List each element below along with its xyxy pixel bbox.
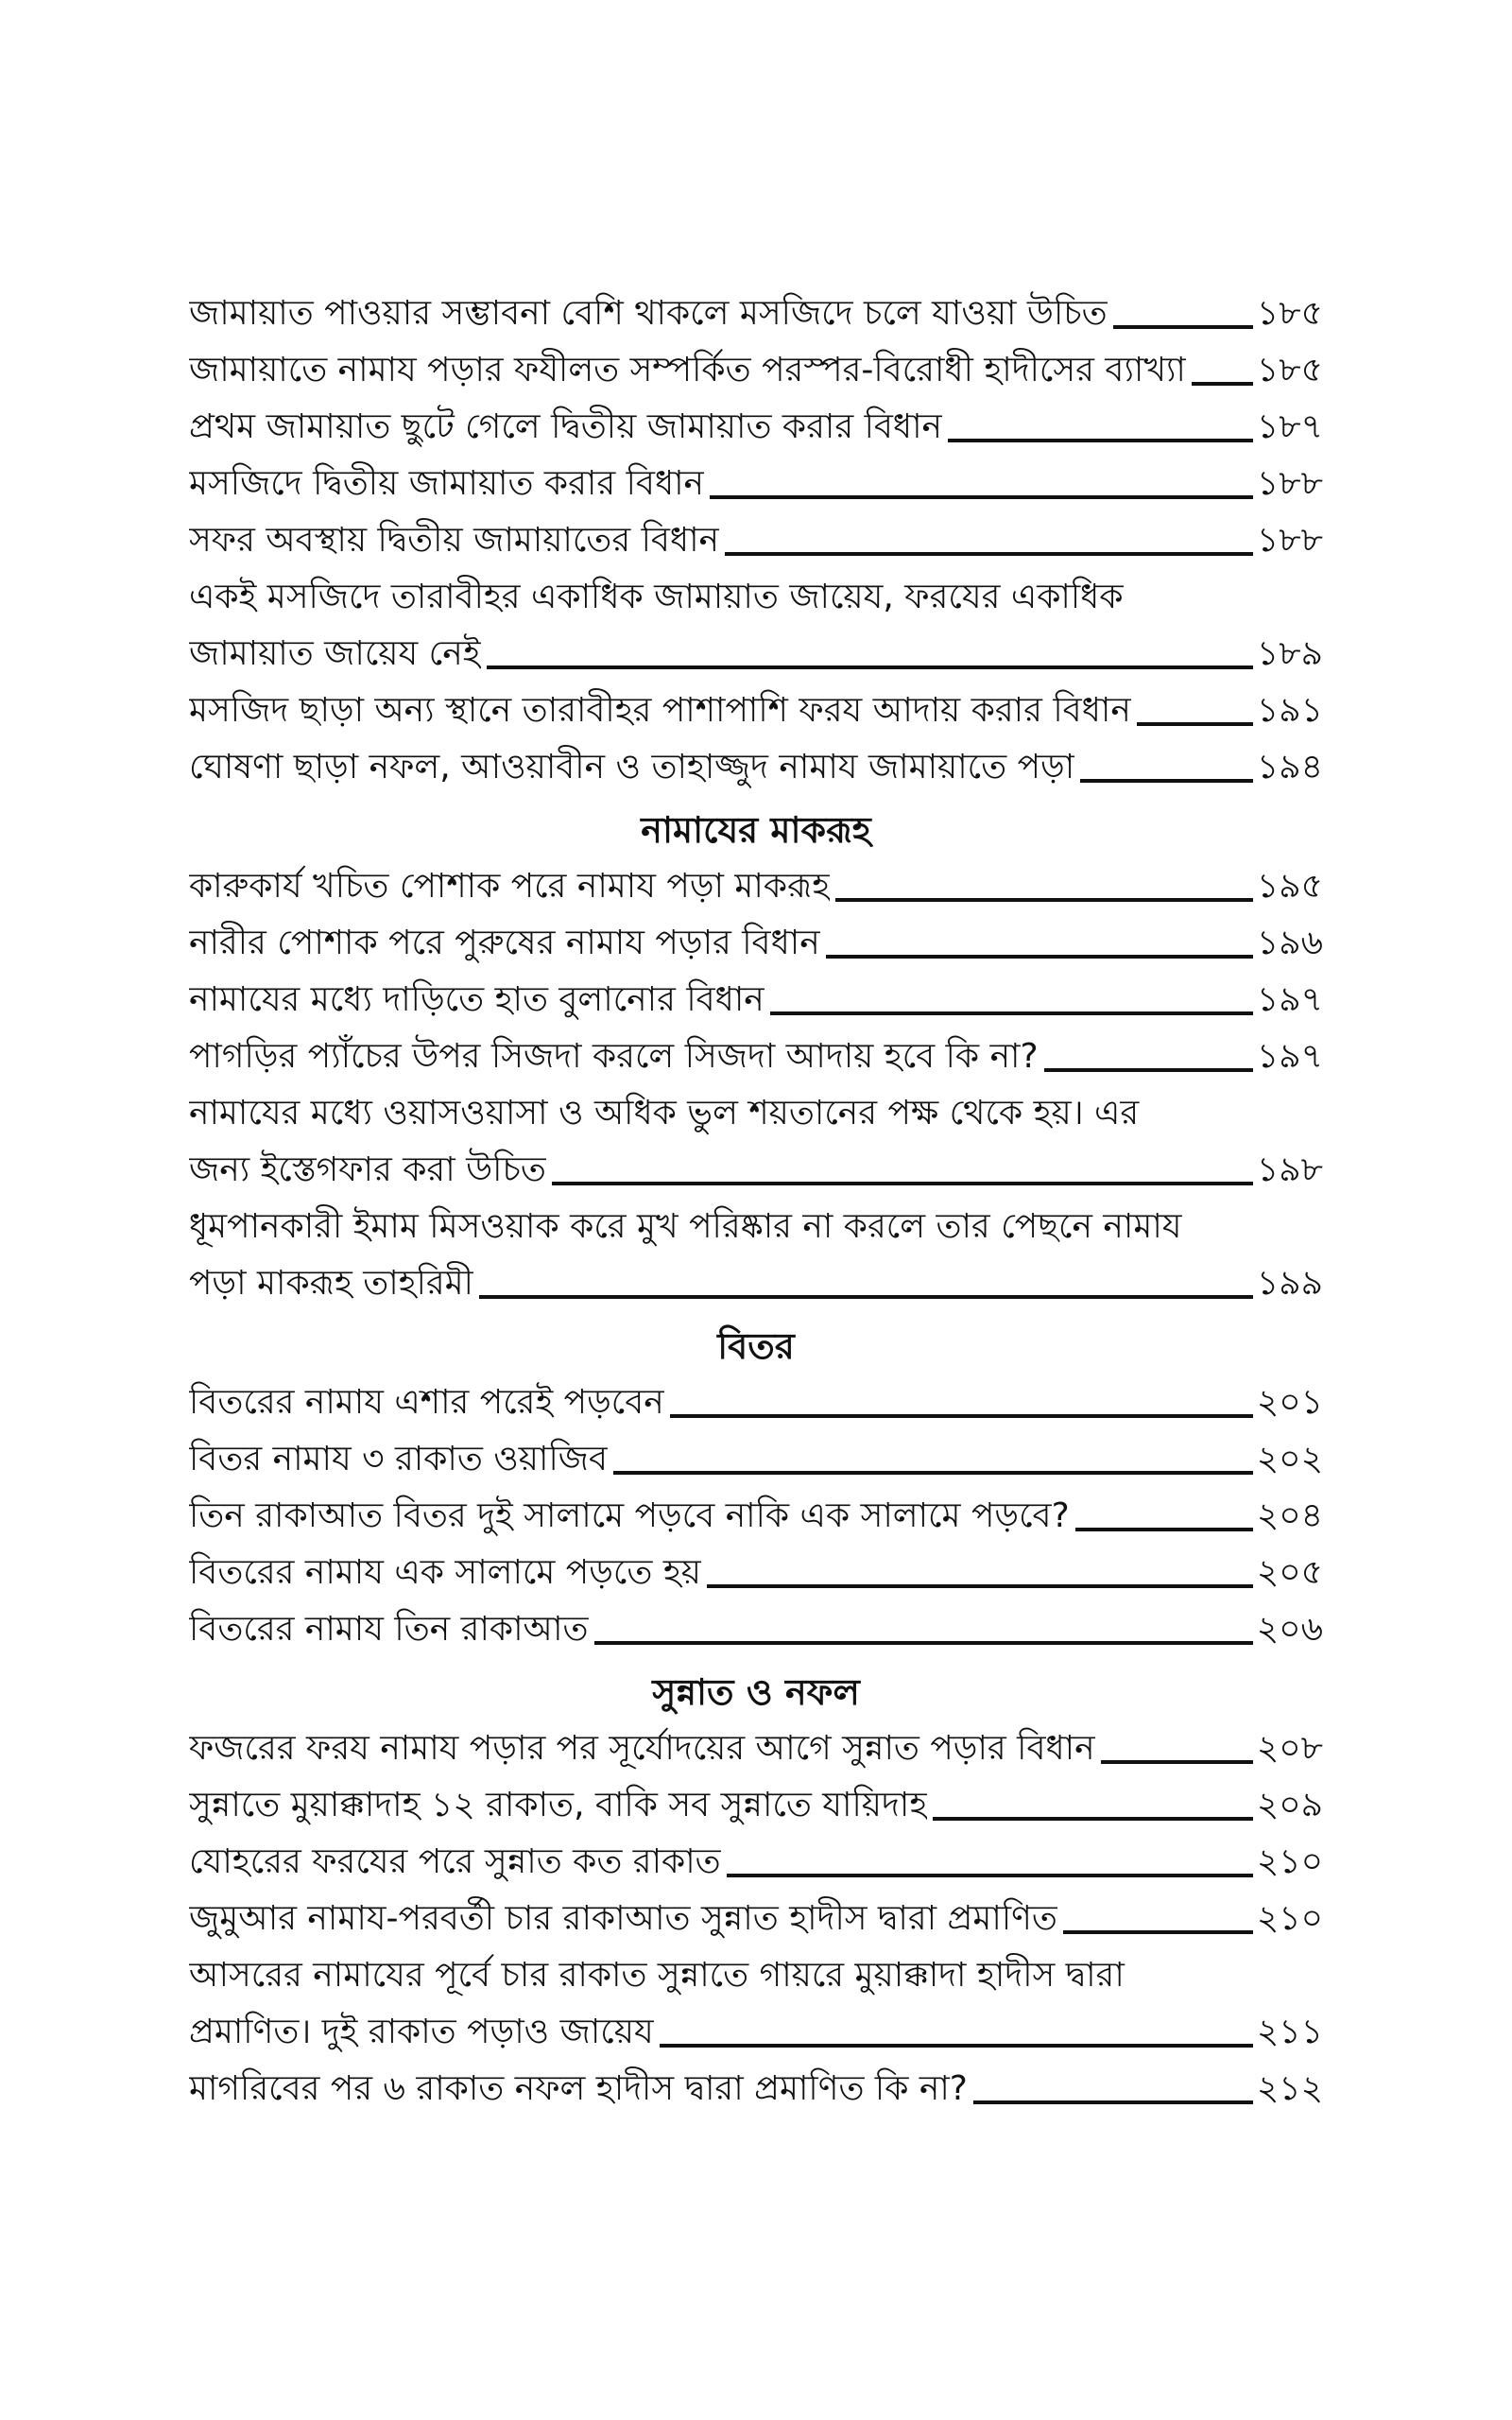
toc-entry xyxy=(189,1947,1323,2061)
entry-title-line: নামাযের মধ্যে ওয়াসওয়াসা ও অধিক ভুল শয়তানের পক্ষ থেকে হয়। এর xyxy=(189,1094,1140,1132)
page-number: ১৯৮ xyxy=(1256,1150,1323,1189)
dot-leader xyxy=(479,1295,1253,1299)
page-number: ২০৯ xyxy=(1256,1786,1323,1824)
entry-title-line: একই মসজিদে তারাবীহর একাধিক জামায়াত জায়েয, ফরযের একাধিক xyxy=(189,578,1124,616)
dot-leader xyxy=(933,1817,1253,1821)
dot-leader xyxy=(707,1584,1253,1588)
toc-entry xyxy=(189,739,1323,796)
toc-entry xyxy=(189,1374,1323,1431)
toc-entry xyxy=(189,1891,1323,1947)
page-number: ১৯৭ xyxy=(1256,1037,1323,1076)
dot-leader xyxy=(826,955,1253,959)
dot-leader xyxy=(1063,1930,1253,1934)
toc-entry xyxy=(189,456,1323,512)
page-number: ১৯১ xyxy=(1256,691,1323,730)
dot-leader xyxy=(725,552,1253,556)
entry-title: বিতরের নামায এশার পরেই পড়বেন xyxy=(189,1383,664,1422)
page-number: ১৯৭ xyxy=(1256,980,1323,1019)
page-number: ২০৮ xyxy=(1256,1729,1323,1768)
toc-entry xyxy=(189,2061,1323,2118)
dot-leader xyxy=(1101,1760,1253,1764)
toc-entry xyxy=(189,1431,1323,1488)
dot-leader xyxy=(487,666,1253,669)
dot-leader xyxy=(670,1414,1253,1418)
toc-entry xyxy=(189,342,1323,399)
page-number: ২০৬ xyxy=(1256,1610,1323,1649)
entry-title: মসজিদে দ্বিতীয় জামায়াত করার বিধান xyxy=(189,464,705,503)
dot-leader xyxy=(1044,1068,1253,1072)
page-number: ১৮৯ xyxy=(1256,634,1323,673)
section-heading: বিতর xyxy=(717,1325,795,1367)
page-number: ১৮৫ xyxy=(1256,294,1323,333)
toc-entry xyxy=(189,285,1323,342)
entry-title: পড়া মাকরূহ তাহরিমী xyxy=(189,1264,473,1303)
section-heading: সুন্নাত ও নফল xyxy=(652,1671,860,1713)
toc-entry xyxy=(189,683,1323,739)
entry-title: বিতরের নামায তিন রাকাআত xyxy=(189,1610,589,1649)
page-number: ১৯৯ xyxy=(1256,1264,1323,1303)
dot-leader xyxy=(770,1011,1253,1015)
entry-title: মাগরিবের পর ৬ রাকাত নফল হাদীস দ্বারা প্রমাণিত কি না? xyxy=(189,2069,968,2108)
page-number: ১৯৪ xyxy=(1256,748,1323,786)
entry-title: মসজিদ ছাড়া অন্য স্থানে তারাবীহর পাশাপাশি ফরয আদায় করার বিধান xyxy=(189,691,1131,730)
page-number: ১৮৮ xyxy=(1256,521,1323,560)
entry-title: সফর অবস্থায় দ্বিতীয় জামায়াতের বিধান xyxy=(189,521,720,560)
toc-entry xyxy=(189,858,1323,915)
entry-title: বিতর নামায ৩ রাকাত ওয়াজিব xyxy=(189,1440,608,1478)
toc-entry xyxy=(189,1834,1323,1891)
toc-entry xyxy=(189,512,1323,569)
dot-leader xyxy=(1075,1528,1253,1531)
page-number: ২১১ xyxy=(1256,2013,1323,2051)
toc-entry xyxy=(189,399,1323,456)
page-number: ২০২ xyxy=(1256,1440,1323,1478)
entry-title: সুন্নাতে মুয়াক্কাদাহ ১২ রাকাত, বাকি সব সুন্নাতে যায়িদাহ xyxy=(189,1786,928,1824)
page-number: ২১০ xyxy=(1256,1842,1323,1881)
dot-leader xyxy=(552,1182,1253,1185)
table-of-contents xyxy=(189,285,1323,2118)
dot-leader xyxy=(594,1641,1253,1645)
entry-title: জামায়াতে নামায পড়ার ফযীলত সম্পর্কিত পরস্পর-বিরোধী হাদীসের ব্যাখ্যা xyxy=(189,351,1186,389)
page-number: ১৮৮ xyxy=(1256,464,1323,503)
page-number: ২০৫ xyxy=(1256,1553,1323,1592)
toc-entry xyxy=(189,1488,1323,1545)
dot-leader xyxy=(948,439,1253,442)
toc-entry xyxy=(189,1777,1323,1834)
toc-entry xyxy=(189,1601,1323,1658)
page-number: ১৮৭ xyxy=(1256,407,1323,446)
entry-title-line: ধূমপানকারী ইমাম মিসওয়াক করে মুখ পরিষ্কার না করলে তার পেছনে নামায xyxy=(189,1207,1182,1246)
dot-leader xyxy=(613,1471,1253,1475)
page-number: ২০৪ xyxy=(1256,1496,1323,1535)
entry-title: যোহরের ফরযের পরে সুন্নাত কত রাকাত xyxy=(189,1842,721,1881)
entry-title: নামাযের মধ্যে দাড়িতে হাত বুলানোর বিধান xyxy=(189,980,765,1019)
entry-title: জন্য ইস্তেগফার করা উচিত xyxy=(189,1150,546,1189)
entry-title: জামায়াত জায়েয নেই xyxy=(189,634,481,673)
page-number: ২১২ xyxy=(1256,2069,1323,2108)
dot-leader xyxy=(727,1874,1253,1877)
entry-title: প্রমাণিত। দুই রাকাত পড়াও জায়েয xyxy=(189,2013,654,2051)
section-heading: নামাযের মাকরূহ xyxy=(641,809,871,851)
entry-title: বিতরের নামায এক সালামে পড়তে হয় xyxy=(189,1553,701,1592)
dot-leader xyxy=(1192,382,1253,386)
toc-entry xyxy=(189,1545,1323,1601)
entry-title-line: আসরের নামাযের পূর্বে চার রাকাত সুন্নাতে গায়রে মুয়াক্কাদা হাদীস দ্বারা xyxy=(189,1956,1125,1995)
dot-leader xyxy=(660,2044,1253,2048)
toc-entry xyxy=(189,1028,1323,1085)
page-number: ২১০ xyxy=(1256,1899,1323,1938)
toc-entry xyxy=(189,569,1323,683)
page-number: ১৯৫ xyxy=(1256,867,1323,906)
entry-title: জামায়াত পাওয়ার সম্ভাবনা বেশি থাকলে মসজিদে চলে যাওয়া উচিত xyxy=(189,294,1108,333)
toc-entry xyxy=(189,1199,1323,1312)
entry-title: নারীর পোশাক পরে পুরুষের নামায পড়ার বিধান xyxy=(189,924,820,962)
page-number: ১৮৫ xyxy=(1256,351,1323,389)
dot-leader xyxy=(1113,325,1253,329)
page-number: ২০১ xyxy=(1256,1383,1323,1422)
entry-title: কারুকার্য খচিত পোশাক পরে নামায পড়া মাকরূহ xyxy=(189,867,831,906)
dot-leader xyxy=(1080,779,1253,783)
toc-entry xyxy=(189,972,1323,1028)
toc-entry xyxy=(189,915,1323,972)
entry-title: জুমুআর নামায-পরবর্তী চার রাকাআত সুন্নাত হাদীস দ্বারা প্রমাণিত xyxy=(189,1899,1057,1938)
entry-title: পাগড়ির প্যাঁচের উপর সিজদা করলে সিজদা আদায় হবে কি না? xyxy=(189,1037,1039,1076)
page-number: ১৯৬ xyxy=(1256,924,1323,962)
dot-leader xyxy=(973,2100,1253,2104)
entry-title: ঘোষণা ছাড়া নফল, আওয়াবীন ও তাহাজ্জুদ নামায জামায়াতে পড়া xyxy=(189,748,1075,786)
toc-entry xyxy=(189,1085,1323,1199)
dot-leader xyxy=(835,898,1253,902)
dot-leader xyxy=(1137,722,1253,726)
entry-title: তিন রাকাআত বিতর দুই সালামে পড়বে নাকি এক সালামে পড়বে? xyxy=(189,1496,1070,1535)
dot-leader xyxy=(710,495,1253,499)
toc-entry xyxy=(189,1720,1323,1777)
entry-title: প্রথম জামায়াত ছুটে গেলে দ্বিতীয় জামায়াত করার বিধান xyxy=(189,407,943,446)
entry-title: ফজরের ফরয নামায পড়ার পর সূর্যোদয়ের আগে সুন্নাত পড়ার বিধান xyxy=(189,1729,1095,1768)
